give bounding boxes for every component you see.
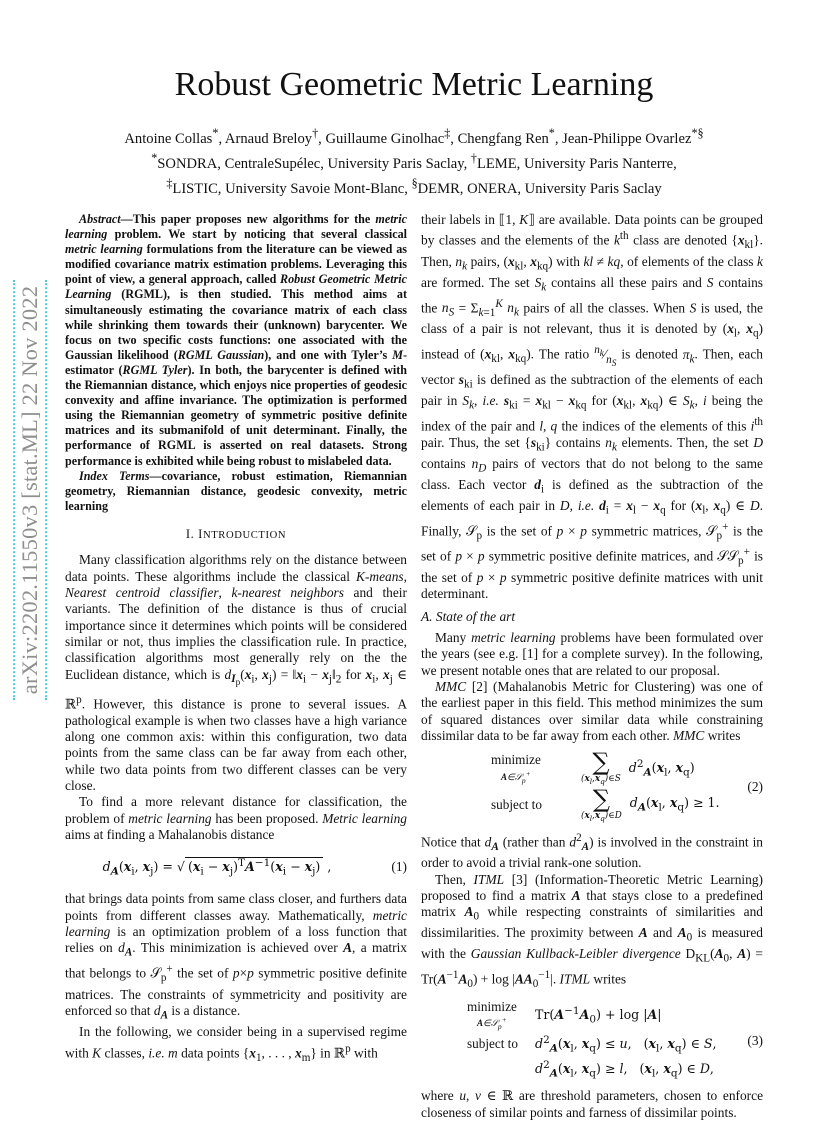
index-terms: Index Terms—covariance, robust estimation, Riemannian geometry, Riemannian distance, geodesic convexity, metric learning	[65, 468, 408, 513]
equation-1: $d_A(x_i$, $x_j$) = √ $(x_i - x_j)^TA^{-1}(x_i - x_j)$ , (1)	[102, 856, 407, 878]
intro-paragraph-3: that brings data points from same class closer, and furthers data points from different classes away. Mathematically, metric learning is an optimization problem of a loss function that relies on $d_A$. This minimization is achieved over A, a matrix that belongs to 𝒮$_p$+ the set of p×p symmetric positive definite matrices. The constraints of symmetricity and positivity are enforced so that $d_A$ is a distance.	[65, 891, 407, 1022]
author-block	[0, 124, 828, 199]
itml-paragraph: Then, ITML [3] (Information-Theoretic Metric Learning) proposed to find a matrix A that stays close to a predefined matrix $A_0$ while respecting constraints of similarities and dissimilarities. The proximity between A and $A_0$ is measured with the Gaussian Kullback-Leibler divergence $D_{KL}(A_0$, $A) = Tr(A^{-1}A_0) + \log |AA_0^{-1}|$. ITML writes	[421, 871, 763, 991]
notation-paragraph: their labels in ⟦1, K⟧ are available. Data points can be grouped by classes and the elements of the $k^{th}$ class are denoted $\{x_{kl}\}$. Then, $n_k$ pairs, ($x_{kl}$, $x_{kq}$) with kl ≠ kq, of elements of the class k are formed. The set $S_k$ contains all these pairs and S contains the $n_S = \Sigma_{k=1}^K$ $n_k$ pairs of all the classes. When S is used, the class of a pair is not relevant, thus it is denoted by ($x_l$, $x_q$) instead of ($x_{kl}$, $x_{kq}$). The ratio $^{n_k}⁄_{n_S}$ is denoted $\pi_k$. Then, each vector $s_{ki}$ is defined as the subtraction of the elements of each pair in $S_k$, i.e. $s_{ki} = x_{kl} - x_{kq}$ for ($x_{kl}$, $x_{kq}$) ∈ $S_k$, i being the index of the pair and l, q the indices of the elements of this $i^{th}$ pair. Thus, the set $\{s_{ki}\}$ contains $n_k$ elements. Then, the set D contains $n_D$ pairs of vectors that do not belong to the same class. Each vector $d_i$ is defined as the subtraction of the elements of each pair in D, i.e. $d_i = x_l - x_q$ for ($x_l$, $x_q$) ∈ D. Finally, 𝒮$_p$ is the set of p × p symmetric matrices, 𝒮$_p$+ is the set of p × p symmetric positive definite matrices, and 𝒮𝒮$_p$+ is the set of p × p symmetric positive definite matrices with unit determinant.	[421, 212, 764, 602]
equation-3-number: (3)	[747, 1032, 763, 1048]
threshold-paragraph: where u, v ∈ ℝ are threshold parameters, chosen to enforce closeness of similar points and farness of dissimilar points.	[421, 1088, 764, 1120]
abstract: Abstract—This paper proposes new algorithms for the metric learning problem. We start by noticing that several classical metric learning formulations from the literature can be viewed as modified covariance matrix estimation problems. Leveraging this point of view, a general approach, called Robust Geometric Metric Learning (RGML), is then studied. This method aims at simultaneously estimating the covariance matrix of each class while shrinking them towards their (unknown) barycenter. We focus on two specific costs functions: one associated with the Gaussian likelihood (RGML Gaussian), and one with Tyler’s M-estimator (RGML Tyler). In both, the barycenter is defined with the Riemannian distance, which enjoys nice properties of geodesic convexity and affine invariance. The optimization is performed using the Riemannian geometry of symmetric positive definite matrices and its submanifold of unit determinant. Finally, the performance of RGML is asserted on real datasets. Strong performance is exhibited while being robust to mislabeled data.	[65, 212, 408, 468]
mmc-paragraph: MMC [2] (Mahalanobis Metric for Clustering) was one of the earliest paper in this field. This method minimizes the sum of squared distances over similar data while constraining dissimilar data to be far away from each other. MMC writes	[421, 679, 763, 744]
arxiv-stamp	[4, 250, 56, 730]
equation-2: minimize A∈𝒮$_p$+ ∑ $(x_l,x_q)\in S$ $d^2_A(x_l$, $x_q$) subject to ∑ $(x_l,x_q)\in D$ $d_A(x_l$, $x_q) \ge 1$. (2)	[491, 748, 763, 823]
paper-title: Robust Geometric Metric Learning	[174, 66, 654, 103]
affiliation-line-1: *SONDRA, CentraleSupélec, University Paris Saclay, †LEME, University Paris Nanterre,	[151, 150, 677, 172]
notice-paragraph: Notice that $d_A$ (rather than $d^2_A$) is involved in the constraint in order to avoid a trivial rank-one solution.	[421, 831, 763, 871]
left-column	[65, 212, 407, 1066]
intro-paragraph-2: To find a more relevant distance for classification, the problem of metric learning has been proposed. Metric learning aims at finding a Mahalanobis distance	[65, 794, 408, 843]
author-names: Antoine Collas*, Arnaud Breloy†, Guillaume Ginolhac‡, Chengfang Ren*, Jean-Philippe Ovarlez*§	[124, 126, 704, 147]
arxiv-id[interactable]: arXiv:2202.11550v3 [stat.ML] 22 Nov 2022	[13, 280, 47, 700]
equation-3: minimize A∈𝒮$_p$+ $Tr(A^{-1}A_0) + \log |A|$ subject to $d^2_A(x_l$, $x_q) \le u$, ($x_l$, $x_q$) ∈ S, $d^2_A(x_l$, $x_q) \ge l$, ($x_l$, $x_q$) ∈ D, (3)	[467, 998, 763, 1080]
equation-2-number: (2)	[747, 778, 763, 794]
equation-1-number: (1)	[391, 859, 407, 875]
intro-paragraph-1: Many classification algorithms rely on the distance between data points. These algorithms include the classical K-means, Nearest centroid classifier, k-nearest neighbors and their variants. The definition of the distance is thus of crucial importance since it determines which points will be considered similar or not, thus implies the classification rule. In practice, classification algorithms most generally rely on the the Euclidean distance, which is $d_{I_p}(x_i$, $x_j$) = $‖x_i$ − $x_j‖_2$ for $x_i$, $x_j$ ∈ ℝ$^p$. However, this distance is prone to several issues. A pathological example is when two classes have a high variance along one common axis: within this configuration, two data points from the same class can be far away from each other, while two data points from two different classes can be very close.	[65, 552, 408, 794]
section-heading-introduction: I. INTRODUCTION	[185, 526, 287, 541]
state-paragraph-1: Many metric learning problems have been formulated over the years (see e.g. [1] for a complete survey). In the following, we present notable ones that are related to our proposal.	[421, 629, 764, 678]
subsection-state-of-the-art: A. State of the art	[421, 608, 516, 624]
right-column	[421, 212, 763, 1121]
intro-paragraph-4: In the following, we consider being in a supervised regime with K classes, i.e. m data points {$x_1$, . . . , $x_m$} in ℝ$^p$ with	[65, 1024, 407, 1064]
affiliation-line-2: ‡LISTIC, University Savoie Mont-Blanc, §DEMR, ONERA, University Paris Saclay	[166, 175, 662, 197]
